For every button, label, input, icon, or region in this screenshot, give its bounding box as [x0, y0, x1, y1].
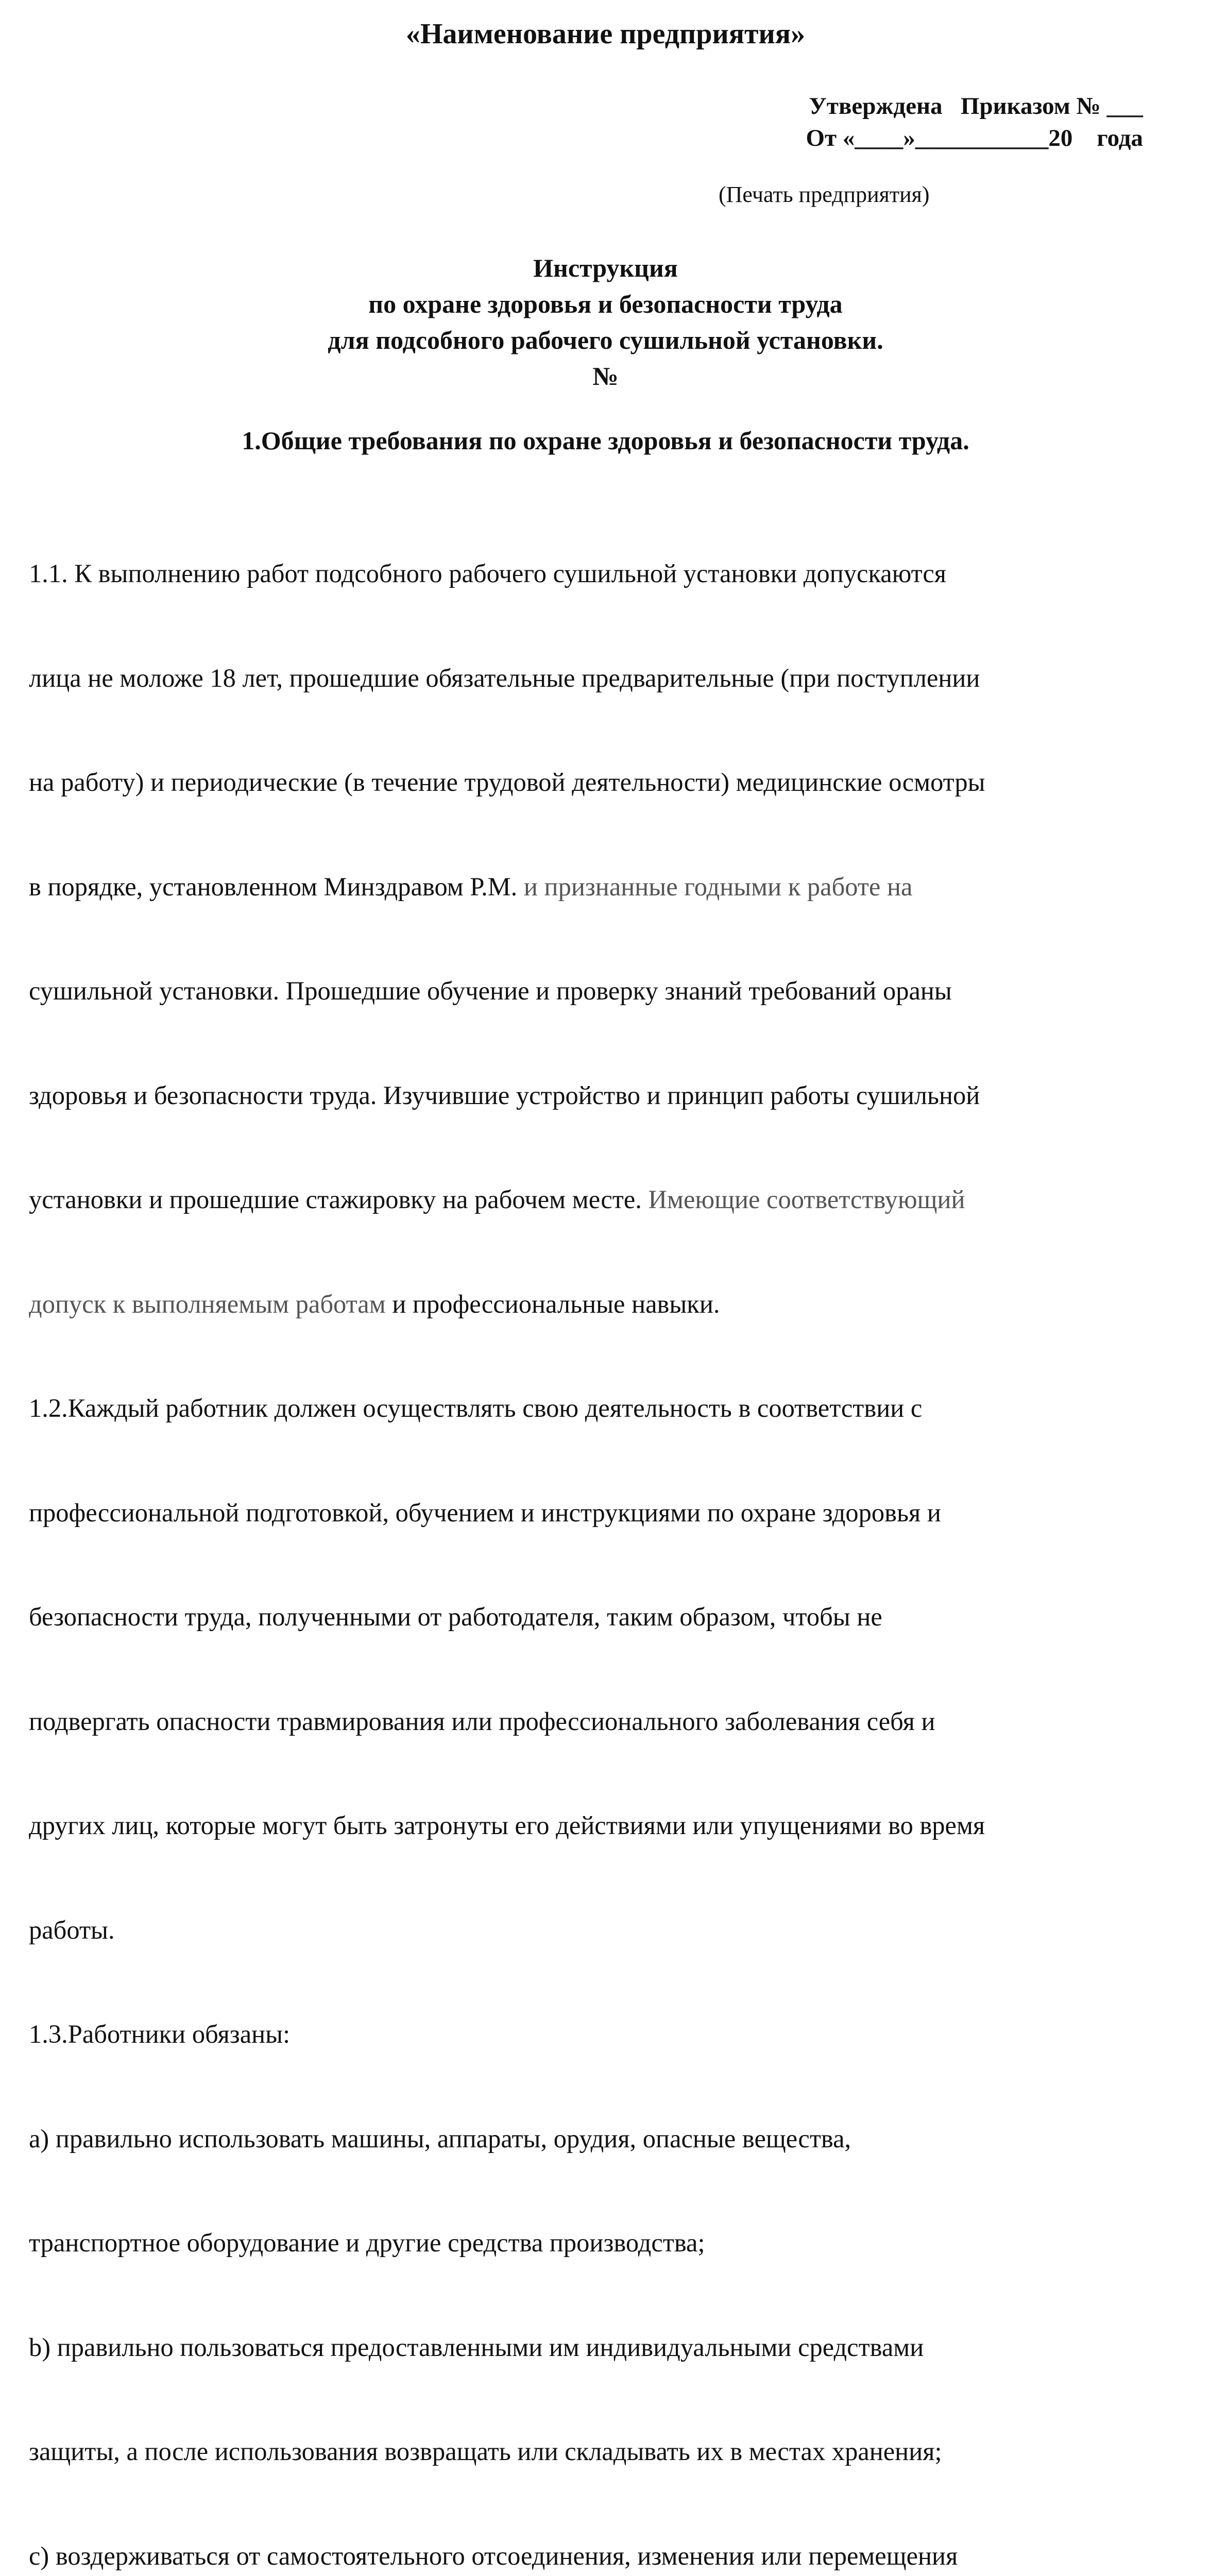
- text-segment-gray: допуск к выполняемым работам: [29, 1289, 386, 1318]
- text-line: транспортное оборудование и другие средства производства;: [29, 2228, 705, 2257]
- text-line: 1.2.Каждый работник должен осуществлять свою деятельность в соответствии с: [29, 1394, 923, 1422]
- company-name: «Наименование предприятия»: [405, 18, 806, 50]
- text-line: [29, 1182, 1188, 1217]
- list-item-a: а) правильно использовать машины, аппараты, орудия, опасные вещества,: [29, 2124, 851, 2153]
- company-stamp-placeholder: (Печать предприятия): [719, 182, 930, 207]
- text-line: лица не моложе 18 лет, прошедшие обязательные предварительные (при поступлении: [29, 663, 980, 692]
- text-line: профессиональной подготовкой, обучением и инструкциями по охране здоровья и: [29, 1498, 941, 1527]
- title-line-profession: для подсобного рабочего сушильной установки.: [328, 326, 883, 354]
- text-line: других лиц, которые могут быть затронуты его действиями или упущениями во время: [29, 1811, 985, 1840]
- list-item-b: b) правильно пользоваться предоставленными им индивидуальными средствами: [29, 2332, 924, 2362]
- text-line: безопасности труда, полученными от работодателя, таким образом, чтобы не: [29, 1602, 882, 1631]
- text-line: 1.3.Работники обязаны:: [29, 2020, 291, 2048]
- text-line: здоровья и безопасности труда. Изучившие устройство и принцип работы сушильной: [29, 1080, 980, 1110]
- title-line-instruction: Инструкция: [533, 253, 678, 282]
- text-line: на работу) и периодические (в течение трудовой деятельности) медицинские осмотры: [29, 768, 985, 796]
- title-line-number: №: [592, 362, 619, 391]
- section-heading: 1.Общие требования по охране здоровья и безопасности труда.: [242, 426, 969, 455]
- document-title: [0, 250, 1211, 394]
- text-line: работы.: [29, 1915, 115, 1944]
- instruction-body: [29, 487, 1188, 2576]
- text-line: защиты, а после использования возвращать или складывать их в местах хранения;: [29, 2437, 942, 2466]
- text-segment-gray: Имеющие соответствующий: [641, 1185, 965, 1214]
- approval-block: [806, 90, 1144, 154]
- text-segment-gray: и признанные годными к работе на: [517, 872, 913, 901]
- text-line: сушильной установки. Прошедшие обучение и проверку знаний требований ораны: [29, 976, 952, 1005]
- text-segment: в порядке, установленном Минздравом Р.М.: [29, 872, 518, 901]
- title-line-subject: по охране здоровья и безопасности труда: [368, 290, 843, 318]
- text-line: [29, 870, 1188, 905]
- text-line: 1.1. К выполнению работ подсобного рабочего сушильной установки допускаются: [29, 559, 947, 588]
- approval-order-line: Утверждена Приказом № ___: [809, 93, 1143, 120]
- text-line: [29, 1287, 1188, 1322]
- text-line: подвергать опасности травмирования или профессионального заболевания себя и: [29, 1706, 935, 1736]
- list-item-c: с) воздерживаться от самостоятельного отсоединения, изменения или перемещения: [29, 2541, 958, 2570]
- approval-date-line: От «____»___________20 года: [806, 125, 1143, 151]
- text-segment: и профессиональные навыки.: [385, 1289, 720, 1318]
- text-segment: установки и прошедшие стажировку на рабочем месте.: [29, 1185, 642, 1214]
